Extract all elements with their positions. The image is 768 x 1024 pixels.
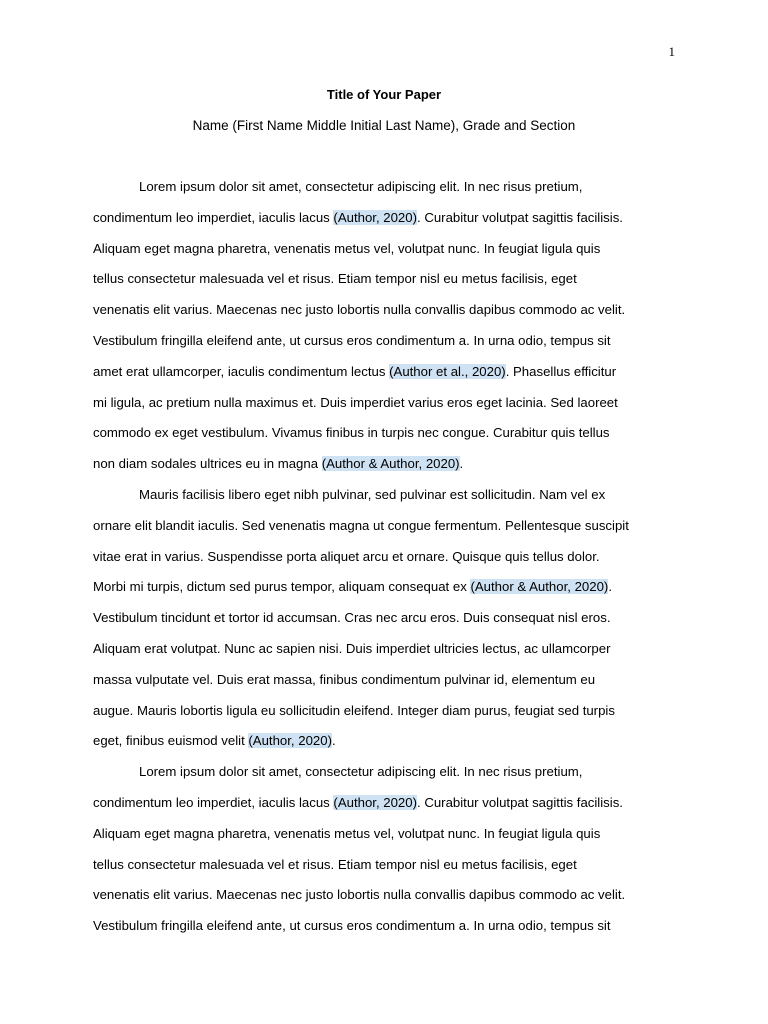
text-run: Mauris facilisis libero eget nibh pulvinar, sed pulvinar est sollicitudin. Nam vel ex xyxy=(139,486,606,502)
text-run: condimentum leo imperdiet, iaculis lacus xyxy=(93,794,334,810)
text-run: augue. Mauris lobortis ligula eu sollicitudin eleifend. Integer diam purus, feugiat sed turpis xyxy=(93,702,615,718)
citation-highlight: (Author, 2020) xyxy=(333,209,417,225)
text-run: Lorem ipsum dolor sit amet, consectetur adipiscing elit. In nec risus pretium, xyxy=(139,764,583,780)
text-run: . xyxy=(331,733,336,749)
text-run: vitae erat in varius. Suspendisse porta aliquet arcu et ornare. Quisque quis tellus dolor. xyxy=(93,548,600,564)
text-line xyxy=(93,234,675,265)
text-run: venenatis elit varius. Maecenas nec justo lobortis nulla convallis dapibus commodo ac velit. xyxy=(93,887,626,903)
citation-highlight: (Author, 2020) xyxy=(333,794,417,810)
text-run: Aliquam eget magna pharetra, venenatis metus vel, volutpat nunc. In feugiat ligula quis xyxy=(93,240,601,256)
citation-highlight: (Author & Author, 2020) xyxy=(321,456,460,472)
text-line xyxy=(93,726,675,757)
text-line xyxy=(93,665,675,696)
citation-highlight: (Author & Author, 2020) xyxy=(470,579,609,595)
text-run: Vestibulum fringilla eleifend ante, ut cursus eros condimentum a. In urna odio, tempus sit xyxy=(93,918,611,934)
text-line xyxy=(93,572,675,603)
text-run: mi ligula, ac pretium nulla maximus et. Duis imperdiet varius eros eget lacinia. Sed laoreet xyxy=(93,394,618,410)
page-number: 1 xyxy=(668,44,675,59)
author-byline: Name (First Name Middle Initial Last Name), Grade and Section xyxy=(192,118,576,133)
text-line xyxy=(93,388,675,419)
text-run: Vestibulum fringilla eleifend ante, ut cursus eros condimentum a. In urna odio, tempus sit xyxy=(93,332,611,348)
citation-highlight: (Author, 2020) xyxy=(248,733,332,749)
text-run: . xyxy=(608,579,612,595)
text-run: ornare elit blandit iaculis. Sed venenatis magna ut congue fermentum. Pellentesque suscipit xyxy=(93,517,629,533)
text-run: . Phasellus efficitur xyxy=(505,363,617,379)
text-run: Aliquam eget magna pharetra, venenatis metus vel, volutpat nunc. In feugiat ligula quis xyxy=(93,825,601,841)
text-line xyxy=(93,542,675,573)
text-line xyxy=(93,603,675,634)
text-line xyxy=(93,449,675,480)
body-text xyxy=(93,172,675,942)
text-line xyxy=(93,788,675,819)
text-line xyxy=(93,418,675,449)
text-run: . Curabitur volutpat sagittis facilisis. xyxy=(417,794,623,810)
text-run: tellus consectetur malesuada vel et risus. Etiam tempor nisl eu metus facilisis, eget xyxy=(93,856,577,872)
text-line xyxy=(93,850,675,881)
text-line xyxy=(93,880,675,911)
text-line xyxy=(93,819,675,850)
text-line xyxy=(93,357,675,388)
text-line xyxy=(93,203,675,234)
text-line xyxy=(93,172,675,203)
citation-highlight: (Author et al., 2020) xyxy=(389,363,506,379)
text-line xyxy=(93,696,675,727)
text-line xyxy=(93,480,675,511)
text-run: condimentum leo imperdiet, iaculis lacus xyxy=(93,209,334,225)
text-run: tellus consectetur malesuada vel et risus. Etiam tempor nisl eu metus facilisis, eget xyxy=(93,271,577,287)
text-line xyxy=(93,295,675,326)
text-line xyxy=(93,911,675,942)
text-run: Morbi mi turpis, dictum sed purus tempor, aliquam consequat ex xyxy=(93,579,471,595)
text-run: Lorem ipsum dolor sit amet, consectetur adipiscing elit. In nec risus pretium, xyxy=(139,179,583,194)
text-run: massa vulputate vel. Duis erat massa, finibus condimentum pulvinar id, elementum eu xyxy=(93,671,596,687)
text-run: Vestibulum tincidunt et tortor id accumsan. Cras nec arcu eros. Duis consequat nisl eros. xyxy=(93,610,611,626)
text-run: non diam sodales ultrices eu in magna xyxy=(93,456,322,472)
text-run: . Curabitur volutpat sagittis facilisis. xyxy=(417,209,623,225)
text-run: commodo ex eget vestibulum. Vivamus finibus in turpis nec congue. Curabitur quis tellus xyxy=(93,425,610,441)
text-line xyxy=(93,326,675,357)
text-line xyxy=(93,264,675,295)
text-run: venenatis elit varius. Maecenas nec justo lobortis nulla convallis dapibus commodo ac velit. xyxy=(93,302,626,318)
text-run: Aliquam erat volutpat. Nunc ac sapien nisi. Duis imperdiet ultricies lectus, ac ullamcorper xyxy=(93,640,611,656)
text-line xyxy=(93,511,675,542)
text-run: eget, finibus euismod velit xyxy=(93,733,249,749)
paper-title: Title of Your Paper xyxy=(326,87,442,102)
text-run: amet erat ullamcorper, iaculis condimentum lectus xyxy=(93,363,390,379)
text-line xyxy=(93,634,675,665)
text-line xyxy=(93,757,675,788)
text-run: . xyxy=(459,456,464,472)
